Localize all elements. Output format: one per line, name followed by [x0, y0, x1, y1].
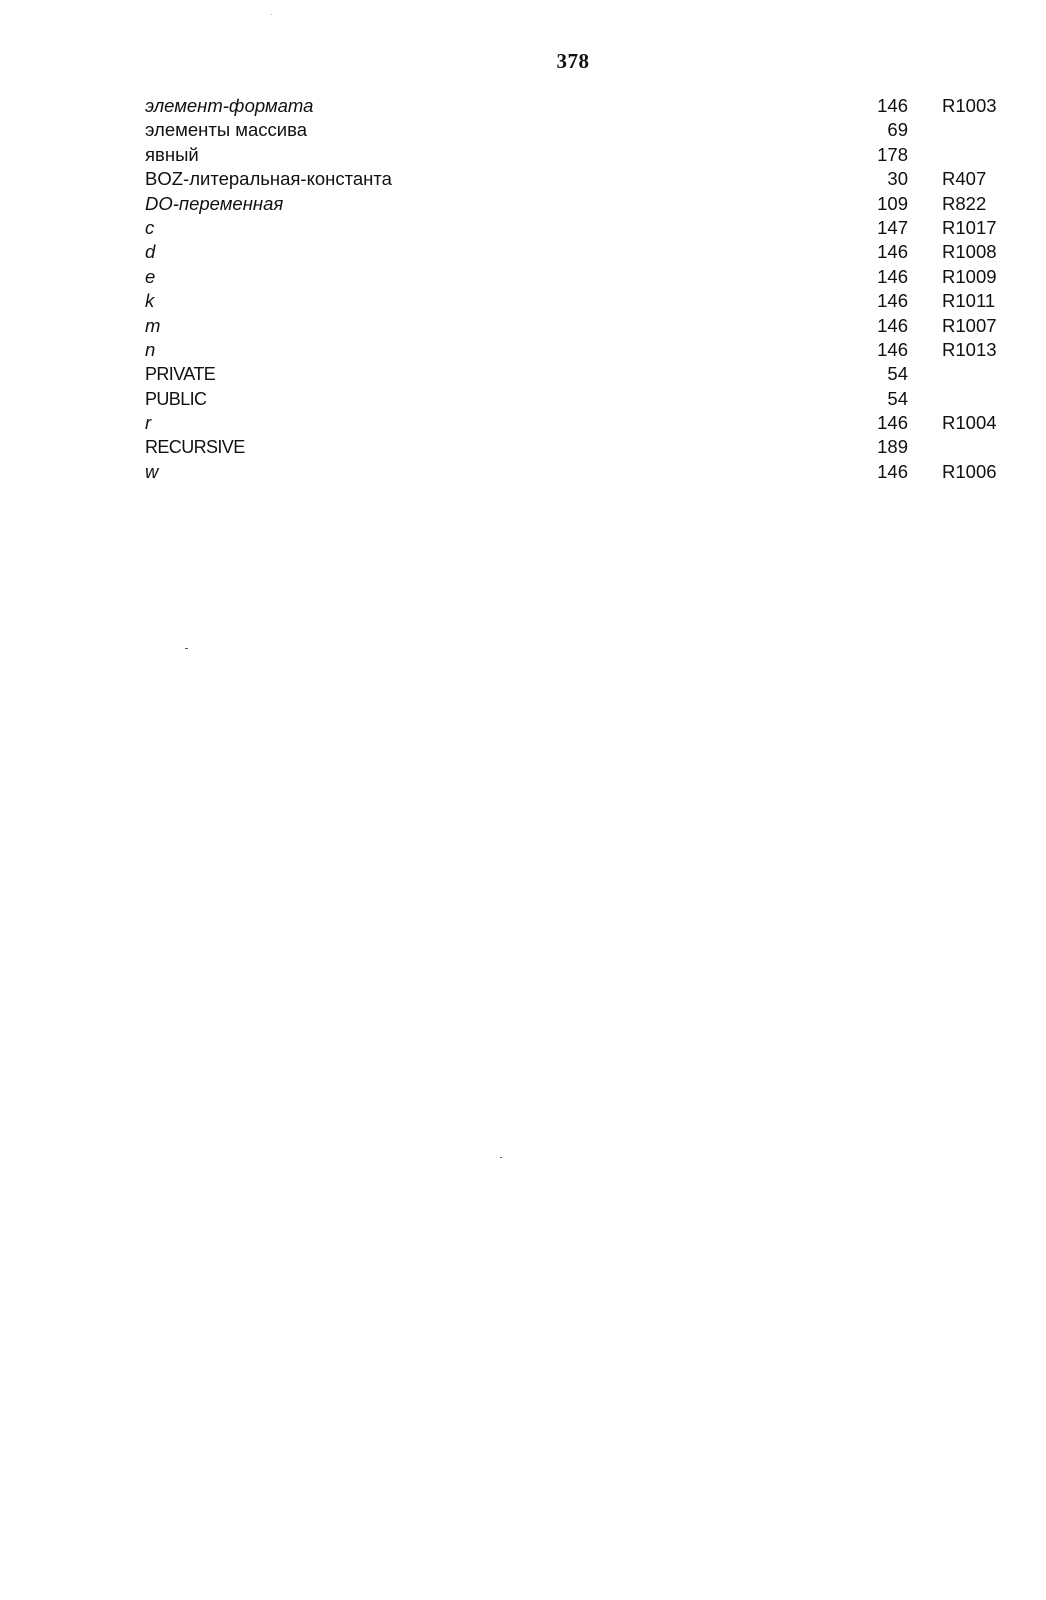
index-term: w	[145, 460, 159, 482]
index-page-ref: 146	[877, 290, 908, 312]
index-page-ref: 146	[877, 338, 908, 360]
index-page-ref: 146	[877, 460, 908, 482]
index-rule-ref: R1009	[942, 265, 997, 287]
index-row	[145, 338, 1025, 362]
index-term: элемент-формата	[145, 95, 314, 116]
index-row	[145, 411, 1025, 435]
index-page-ref: 54	[887, 363, 908, 385]
index-term: PUBLIC	[145, 388, 207, 409]
index-rule-ref: R1008	[942, 241, 997, 263]
index-page-ref: 146	[877, 95, 908, 116]
index-term: PRIVATE	[145, 364, 216, 385]
index-page-ref: 109	[877, 192, 908, 214]
index-rule-ref: R1003	[942, 95, 997, 116]
index-term: k	[145, 290, 155, 312]
index-row	[145, 240, 1025, 264]
index-term: m	[145, 314, 161, 336]
index-page-ref: 147	[877, 216, 908, 238]
index-row	[145, 143, 1025, 167]
index-page-ref: 146	[877, 314, 908, 336]
index-term: RECURSIVE	[145, 437, 245, 458]
index-page-ref: 189	[877, 436, 908, 458]
index-page-ref: 146	[877, 412, 908, 434]
index-page-ref: 69	[887, 119, 908, 141]
scan-speck	[271, 14, 272, 15]
index-row	[145, 387, 1025, 411]
index-term: n	[145, 338, 156, 360]
index-term: c	[145, 216, 155, 238]
index-page-ref: 146	[877, 265, 908, 287]
index-page-ref: 30	[887, 168, 908, 190]
index-rule-ref: R1006	[942, 460, 997, 482]
index-rule-ref: R1007	[942, 314, 997, 336]
index-row	[145, 192, 1025, 216]
index-rule-ref: R1017	[942, 216, 997, 238]
index-term: элементы массива	[145, 119, 308, 141]
index-row	[145, 265, 1025, 289]
index-table	[145, 94, 1025, 484]
index-rule-ref: R1004	[942, 412, 997, 434]
index-term: r	[145, 412, 152, 434]
index-term: e	[145, 265, 156, 287]
page-number: 378	[556, 49, 590, 73]
index-rule-ref: R1013	[942, 338, 997, 360]
index-row	[145, 216, 1025, 240]
index-row	[145, 289, 1025, 313]
index-row	[145, 435, 1025, 459]
index-row	[145, 362, 1025, 386]
index-page-ref: 146	[877, 241, 908, 263]
index-term: d	[145, 241, 156, 263]
index-rule-ref: R822	[942, 192, 987, 214]
index-page-ref: 54	[887, 387, 908, 409]
scan-speck	[500, 1157, 502, 1158]
index-row	[145, 118, 1025, 142]
index-page-ref: 178	[877, 143, 908, 165]
index-row	[145, 167, 1025, 191]
index-row	[145, 94, 1025, 118]
index-row	[145, 314, 1025, 338]
index-term: явный	[145, 143, 199, 165]
index-term: DO-переменная	[145, 192, 284, 214]
index-row	[145, 460, 1025, 484]
index-rule-ref: R407	[942, 168, 987, 190]
index-rule-ref: R1011	[942, 290, 996, 312]
index-term: BOZ-литеральная-константа	[145, 168, 392, 190]
scan-speck	[185, 648, 188, 649]
